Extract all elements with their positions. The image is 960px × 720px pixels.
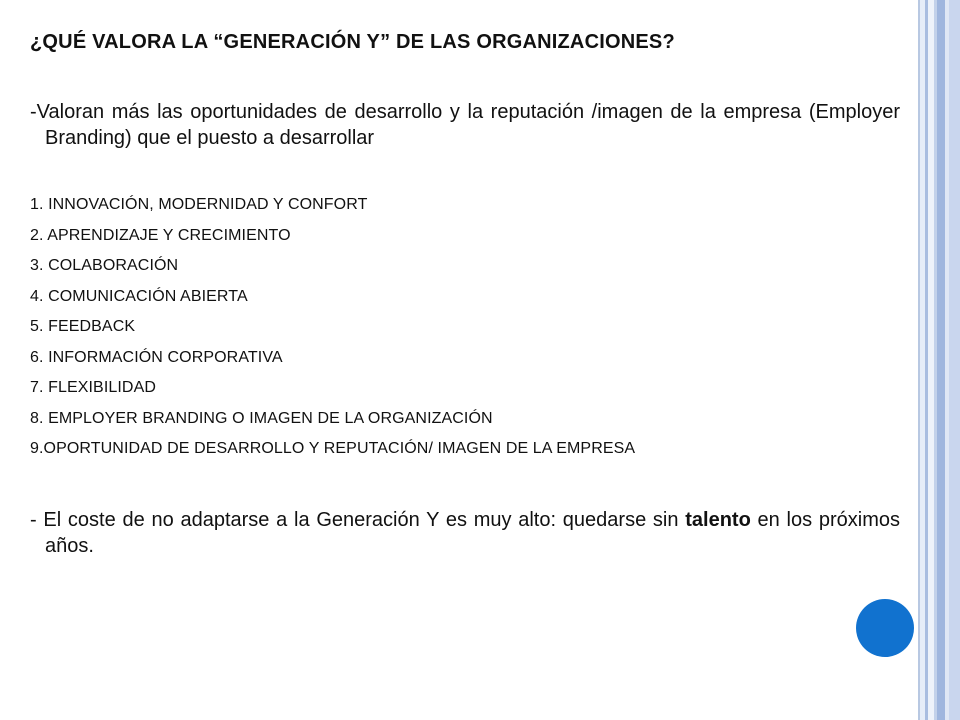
list-item: 9.OPORTUNIDAD DE DESARROLLO Y REPUTACIÓN/ IMAGEN DE LA EMPRESA	[30, 440, 636, 457]
slide-title: ¿QUÉ VALORA LA “GENERACIÓN Y” DE LAS ORGANIZACIONES?	[30, 31, 675, 53]
paragraph-values-text: -Valoran más las oportunidades de desarrollo y la reputación /imagen de la empresa (Employer Branding) que el puesto a desarrollar	[30, 101, 900, 149]
list-item: 6. INFORMACIÓN CORPORATIVA	[30, 348, 283, 366]
list-item: 3. COLABORACIÓN	[30, 257, 179, 274]
paragraph-cost-start: - El coste de no adaptarse a la Generación Y es muy alto: quedarse sin	[30, 509, 686, 531]
paragraph-cost-end: en los próximos años.	[45, 509, 900, 557]
list-item: 4. COMUNICACIÓN ABIERTA	[30, 287, 248, 305]
paragraph-cost	[30, 507, 900, 559]
list-item: 5. FEEDBACK	[30, 318, 136, 335]
paragraph-values	[30, 99, 900, 151]
list-item: 2. APRENDIZAJE Y CRECIMIENTO	[30, 226, 291, 244]
list-item: 7. FLEXIBILIDAD	[30, 379, 156, 396]
list-item: 8. EMPLOYER BRANDING O IMAGEN DE LA ORGANIZACIÓN	[30, 409, 493, 427]
paragraph-cost-text	[30, 507, 900, 559]
list-item: 1. INNOVACIÓN, MODERNIDAD Y CONFORT	[30, 196, 368, 213]
decorative-circle	[856, 599, 914, 657]
decorative-border	[918, 0, 960, 720]
border-band	[937, 0, 945, 720]
values-list	[30, 193, 635, 468]
talent-emphasis: talento	[685, 509, 751, 531]
border-band	[949, 0, 960, 720]
